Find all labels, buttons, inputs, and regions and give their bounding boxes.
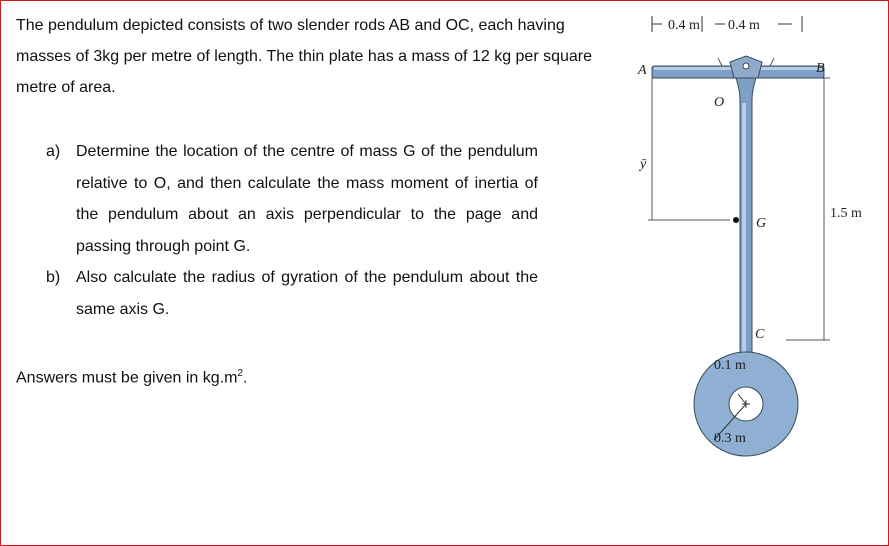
answers-note xyxy=(16,360,247,392)
label-g: G xyxy=(756,216,767,231)
answers-exponent: 2 xyxy=(237,368,243,379)
problem-parts xyxy=(46,136,538,325)
label-ybar: ȳ xyxy=(640,157,647,172)
part-b xyxy=(46,262,538,325)
label-outer-radius: 0.3 m xyxy=(714,431,746,446)
label-a: A xyxy=(638,63,647,78)
answers-suffix: . xyxy=(242,369,248,387)
part-a xyxy=(46,136,538,262)
part-a-text: Determine the location of the centre of mass G of the pendulum relative to O, and then calculate the mass moment of inertia of the pendulum about an axis perpendicular to the page and passing through point G. xyxy=(76,143,538,255)
problem-intro: The pendulum depicted consists of two slender rods AB and OC, each having masses of 3kg per metre of length. The thin plate has a mass of 12 kg per square metre of area. xyxy=(16,17,593,96)
label-b: B xyxy=(816,61,825,76)
dim-right-label: 0.4 m xyxy=(728,18,760,33)
part-b-label: b) xyxy=(46,269,61,286)
dim-left-label: 0.4 m xyxy=(668,18,700,33)
label-inner-radius: 0.1 m xyxy=(714,358,746,373)
pendulum-figure xyxy=(618,8,880,458)
pendulum-diagram xyxy=(618,8,880,458)
part-b-text: Also calculate the radius of gyration of the pendulum about the same axis G. xyxy=(76,269,538,318)
label-c: C xyxy=(755,327,765,342)
part-a-label: a) xyxy=(46,143,61,160)
g-point xyxy=(733,217,739,223)
answers-prefix: Answers must be given in kg.m xyxy=(16,369,238,387)
label-o: O xyxy=(714,95,725,110)
label-length: 1.5 m xyxy=(830,206,862,221)
pivot-pin xyxy=(743,63,749,69)
